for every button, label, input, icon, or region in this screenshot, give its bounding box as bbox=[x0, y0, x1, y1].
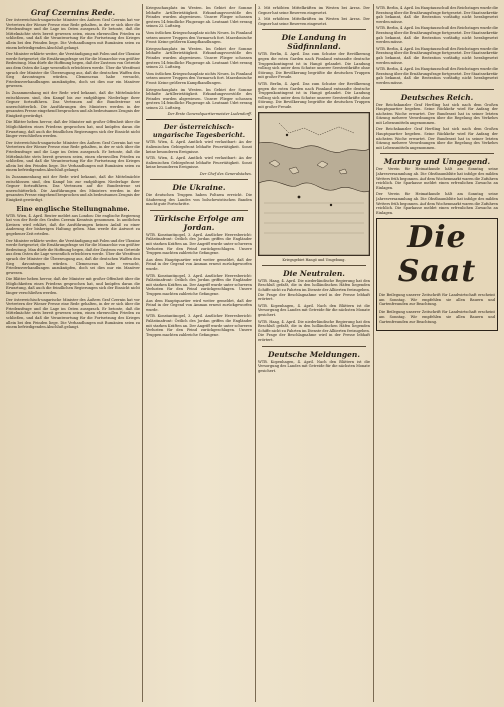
divider bbox=[150, 179, 248, 180]
article-paragraph: Die deutschen Truppen haben Poltawa erreicht. Die Säuberung des Landes von bolschewistischen Banden macht gute Fortschritte. bbox=[146, 193, 252, 207]
article-paragraph: Kriegsschauplatz im Westen. Im Gebiet der Somme lebhafte Artillerietätigkeit. Erkundungsvorstöße des Feindes wurden abgewiesen. Unsere Flieger schossen gestern 14 feindliche Flugzeuge ab. Leutnant Udet errang seinen 22. Luftsieg. bbox=[146, 6, 252, 29]
article-paragraph: Der Verein für Heimatkunde hält am Sonntag seine Jahresversammlung ab. Die Obstbaumblüte hat infolge des milden Wetters früh begonnen. Auf dem Wochenmarkt waren die Zufuhren reichlich. Die Sparkasse meldet einen erfreulichen Zuwachs an Einlagen. bbox=[376, 192, 498, 215]
article-headline: Eine englische Stellungnahme. bbox=[16, 204, 130, 213]
article-headline: Graf Czernins Rede. bbox=[30, 8, 116, 17]
article-paragraph: 3. Mit erhöhten Mittelkräften im Westen bei Arras. Der Gegner hat seine Reserven eingesetzt. bbox=[258, 6, 370, 15]
article-paragraph: 3. Mit erhöhten Mittelkräften im Westen bei Arras. Der Gegner hat seine Reserven eingesetzt. bbox=[258, 17, 370, 26]
column-rule bbox=[373, 4, 374, 702]
article-paragraph: WTB. Berlin, 4. April. Das zum Schutze der Bevölkerung gegen die roten Garden nach Finnland entsandte deutsche Truppenkontingent ist in Hangö gelandet. Die Landung vollzog sich unter dem Schutze unserer Seestreitkräfte ohne Störung. Die Bevölkerung begrüßte die deutschen Truppen mit großer Freude. bbox=[258, 81, 370, 109]
column-1 bbox=[6, 6, 140, 698]
article-paragraph: Der Reichskanzler Graf Hertling hat sich nach dem Großen Hauptquartier begeben. Seine Rückkehr wird für Anfang der nächsten Woche erwartet. Der Bundesrat hat in seiner letzten Sitzung mehrere Verordnungen über die Regelung des Verkehrs mit Lebensmitteln angenommen. bbox=[376, 102, 498, 125]
map-illustration bbox=[258, 112, 370, 256]
article-paragraph: Kriegsschauplatz im Westen. Im Gebiet der Somme lebhafte Artillerietätigkeit. Erkundungsvorstöße des Feindes wurden abgewiesen. Unsere Flieger schossen gestern 14 feindliche Flugzeuge ab. Leutnant Udet errang seinen 22. Luftsieg. bbox=[146, 46, 252, 70]
article-paragraph: In Zusammenhang mit der Rede wird bekannt, daß die Mittelmächte entschlossen sind, den Kampf bis zur endgültigen Niederlage ihrer Gegner fortzuführen. Das Vertrauen auf die Bundestreue sei unerschütterlich. Die Ausführungen des Ministers werden in der gesamten Presse eingehend besprochen und als bedeutsames Zeugnis der Einigkeit gewürdigt. bbox=[6, 175, 140, 202]
article-paragraph: WTB. Berlin, 4. April. Im Hauptausschuß des Reichstages wurde die Beratung über die Ernährungsfrage fortgesetzt. Der Staatssekretär gab bekannt, daß die Brotration vorläufig nicht herabgesetzt werden müsse. bbox=[376, 67, 498, 85]
divider bbox=[262, 29, 366, 30]
column-rule bbox=[142, 4, 143, 702]
advertisement-box bbox=[376, 218, 498, 330]
article-paragraph: Vom östlichen Kriegsschauplatz nichts Neues. In Finnland setzen unsere Truppen den Vormarsch fort. Mazedonische Front: Keine größeren Kampfhandlungen. bbox=[146, 30, 252, 45]
ad-text: Die Beilegung unserer Zeitschrift für Landwirtschaft erscheint am Sonntag. Wir empfehlen sie allen Bauern und Gartenfreunden zur Beachtung. bbox=[379, 310, 495, 324]
divider bbox=[262, 346, 366, 347]
article-paragraph: WTB. Kopenhagen, 4. April. Nach den Blättern ist die Versorgung des Landes mit Getreide für die nächsten Monate gesichert. bbox=[258, 359, 370, 373]
column-3 bbox=[258, 6, 370, 698]
article-headline: Marburg und Umgegend. bbox=[383, 157, 491, 167]
article-headline: Türkische Erfolge am Jordan. bbox=[153, 213, 245, 232]
article-headline: Der österreichisch-ungarische Tagesbericht. bbox=[152, 123, 246, 140]
column-rule bbox=[255, 4, 256, 702]
article-paragraph: WTB. Konstantinopel, 3. April. Amtlicher Heeresbericht: Palästinafront: Östlich des Jordan griffen die Engländer mit starken Kräften an. Der Angriff wurde unter schweren Verlusten für den Feind zurückgeschlagen. Unsere Truppen machten zahlreiche Gefangene. bbox=[146, 232, 252, 256]
article-paragraph: In Zusammenhang mit der Rede wird bekannt, daß die Mittelmächte entschlossen sind, den Kampf bis zur endgültigen Niederlage ihrer Gegner fortzuführen. Das Vertrauen auf die Bundestreue sei unerschütterlich. Die Ausführungen des Ministers werden in der gesamten Presse eingehend besprochen und als bedeutsames Zeugnis der Einigkeit gewürdigt. bbox=[6, 90, 140, 118]
divider bbox=[380, 89, 494, 90]
divider bbox=[380, 153, 494, 154]
article-paragraph: Der Minister erklärte weiter, die Verständigung mit Polen und der Ukraine werde fortgesetzt; die Ernährungsfrage sei für die Monarchie von größter Bedeutung. Man dürfe die Hoffnung hegen, daß der Zustrom von Getreide aus dem Osten die Lage wesentlich erleichtern werde. Über die Westfront sprach der Minister die Überzeugung aus, daß die deutschen Waffen den Sieg davontragen würden. Clemenceau habe versucht, Friedensverhandlungen anzuknüpfen, doch sei dies nur ein Manöver gewesen. bbox=[6, 52, 140, 89]
article-headline: Deutsches Reich. bbox=[400, 92, 474, 102]
column-2 bbox=[146, 6, 252, 698]
ad-title: Die Saat bbox=[397, 220, 477, 290]
map-graphic bbox=[259, 113, 369, 255]
map-caption: Kriegsgebiet Hangö und Umgebung. bbox=[282, 257, 346, 262]
divider bbox=[150, 210, 248, 211]
article-paragraph: Vom östlichen Kriegsschauplatz nichts Neues. In Finnland setzen unsere Truppen den Vormarsch fort. Mazedonische Front: Keine größeren Kampfhandlungen. bbox=[146, 71, 252, 85]
article-headline: Deutsche Meldungen. bbox=[268, 349, 360, 359]
ad-text: Die Beilegung unserer Zeitschrift für Landwirtschaft erscheint am Sonntag. Wir empfehlen sie allen Bauern und Gartenfreunden zur Beachtung. bbox=[379, 292, 495, 307]
article-paragraph: WTB. Wien, 4. April. Amtlich wird verlautbart: An der italienischen Gebirgsfront lebhafte Feuertätigkeit. Sonst keine besonderen Ereignisse. bbox=[146, 156, 252, 170]
article-paragraph: Der Minister erklärte weiter, die Verständigung mit Polen und der Ukraine werde fortgesetzt; die Ernährungsfrage sei für die Monarchie von größter Bedeutung. Man dürfe die Hoffnung hegen, daß der Zustrom von Getreide aus dem Osten die Lage wesentlich erleichtern werde. Über die Westfront sprach der Minister die Überzeugung aus, daß die deutschen Waffen den Sieg davontragen würden. Clemenceau habe versucht, Friedensverhandlungen anzuknüpfen, doch sei dies nur ein Manöver gewesen. bbox=[6, 238, 140, 275]
article-paragraph: Aus dem Hauptquartier wird weiter gemeldet, daß der Feind in der Gegend von Amman erneut zurückgeworfen wurde. bbox=[146, 257, 252, 271]
article-headline: Die Landung in Südfinnland. bbox=[281, 33, 347, 52]
divider bbox=[262, 265, 366, 266]
article-paragraph: WTB. Kopenhagen, 4. April. Nach den Blättern ist die Versorgung des Landes mit Getreide für die nächsten Monate gesichert. bbox=[258, 303, 370, 317]
article-paragraph: WTB. Haag, 4. April. Die niederländische Regierung hat den Beschluß gefaßt, die in den holländischen Häfen liegenden Schiffe nicht zu Fahrten im Dienste der Alliierten freizugeben. Die Frage der Beschlagnahme wird in der Presse lebhaft erörtert. bbox=[258, 278, 370, 302]
article-paragraph: Der österreichisch-ungarische Minister des Äußern Graf Czernin hat vor Vertretern der Wiener Presse eine Rede gehalten, in der er sich über die Friedensfrage und die Lage im Osten aussprach. Er betonte, daß die Mittelmächte stets bereit gewesen seien, einen ehrenvollen Frieden zu schließen, und daß die Verantwortung für die Fortsetzung des Krieges allein bei den Feinden liege. Die Verhandlungen mit Rumänien seien zu einem befriedigenden Abschluß gelangt. bbox=[6, 140, 140, 173]
article-paragraph: WTB. Berlin, 4. April. Im Hauptausschuß des Reichstages wurde die Beratung über die Ernährungsfrage fortgesetzt. Der Staatssekretär gab bekannt, daß die Brotration vorläufig nicht herabgesetzt werden müsse. bbox=[376, 46, 498, 65]
article-paragraph: WTB. Berlin, 4. April. Das zum Schutze der Bevölkerung gegen die roten Garden nach Finnland entsandte deutsche Truppenkontingent ist in Hangö gelandet. Die Landung vollzog sich unter dem Schutze unserer Seestreitkräfte ohne Störung. Die Bevölkerung begrüßte die deutschen Truppen mit großer Freude. bbox=[258, 52, 370, 80]
article-paragraph: WTB. Wien, 4. April. Reuter meldet aus London: Die englische Regierung hat von der Rede des Grafen Czernin Kenntnis genommen. In amtlichen Kreisen wird erklärt, daß die Ausführungen keinen Anlaß zu einer Änderung der bisherigen Haltung geben. Man werde die Antwort zu gegebener Zeit erteilen. bbox=[6, 213, 140, 236]
article-paragraph: Die Blätter heben hervor, daß der Minister mit großer Offenheit über die Möglichkeiten eines Friedens gesprochen hat, und knüpfen daran die Erwartung, daß auch die feindlichen Regierungen sich der Einsicht nicht länger verschließen werden. bbox=[6, 277, 140, 296]
article-paragraph: Der Verein für Heimatkunde hält am Sonntag seine Jahresversammlung ab. Die Obstbaumblüte hat infolge des milden Wetters früh begonnen. Auf dem Wochenmarkt waren die Zufuhren reichlich. Die Sparkasse meldet einen erfreulichen Zuwachs an Einlagen. bbox=[376, 167, 498, 190]
signature-line: Der Erste Generalquartiermeister Ludendorff. bbox=[167, 112, 252, 117]
article-paragraph: WTB. Haag, 4. April. Die niederländische Regierung hat den Beschluß gefaßt, die in den holländischen Häfen liegenden Schiffe nicht zu Fahrten im Dienste der Alliierten freizugeben. Die Frage der Beschlagnahme wird in der Presse lebhaft erörtert. bbox=[258, 319, 370, 342]
article-paragraph: WTB. Berlin, 4. April. Im Hauptausschuß des Reichstages wurde die Beratung über die Ernährungsfrage fortgesetzt. Der Staatssekretär gab bekannt, daß die Brotration vorläufig nicht herabgesetzt werden müsse. bbox=[376, 6, 498, 24]
article-paragraph: Kriegsschauplatz im Westen. Im Gebiet der Somme lebhafte Artillerietätigkeit. Erkundungsvorstöße des Feindes wurden abgewiesen. Unsere Flieger schossen gestern 14 feindliche Flugzeuge ab. Leutnant Udet errang seinen 22. Luftsieg. bbox=[146, 87, 252, 110]
article-paragraph: Aus dem Hauptquartier wird weiter gemeldet, daß der Feind in der Gegend von Amman erneut zurückgeworfen wurde. bbox=[146, 298, 252, 312]
article-paragraph: WTB. Berlin, 4. April. Im Hauptausschuß des Reichstages wurde die Beratung über die Ernährungsfrage fortgesetzt. Der Staatssekretär gab bekannt, daß die Brotration vorläufig nicht herabgesetzt werden müsse. bbox=[376, 26, 498, 45]
article-paragraph: WTB. Wien, 4. April. Amtlich wird verlautbart: An der italienischen Gebirgsfront lebhafte Feuertätigkeit. Sonst keine besonderen Ereignisse. bbox=[146, 140, 252, 154]
article-paragraph: Der Reichskanzler Graf Hertling hat sich nach dem Großen Hauptquartier begeben. Seine Rückkehr wird für Anfang der nächsten Woche erwartet. Der Bundesrat hat in seiner letzten Sitzung mehrere Verordnungen über die Regelung des Verkehrs mit Lebensmitteln angenommen. bbox=[376, 127, 498, 150]
article-headline: Die Ukraine. bbox=[172, 183, 226, 193]
article-paragraph: Der österreichisch-ungarische Minister des Äußern Graf Czernin hat vor Vertretern der Wiener Presse eine Rede gehalten, in der er sich über die Friedensfrage und die Lage im Osten aussprach. Er betonte, daß die Mittelmächte stets bereit gewesen seien, einen ehrenvollen Frieden zu schließen, und daß die Verantwortung für die Fortsetzung des Krieges allein bei den Feinden liege. Die Verhandlungen mit Rumänien seien zu einem befriedigenden Abschluß gelangt. bbox=[6, 297, 140, 330]
article-paragraph: Der österreichisch-ungarische Minister des Äußern Graf Czernin hat vor Vertretern der Wiener Presse eine Rede gehalten, in der er sich über die Friedensfrage und die Lage im Osten aussprach. Er betonte, daß die Mittelmächte stets bereit gewesen seien, einen ehrenvollen Frieden zu schließen, und daß die Verantwortung für die Fortsetzung des Krieges allein bei den Feinden liege. Die Verhandlungen mit Rumänien seien zu einem befriedigenden Abschluß gelangt. bbox=[6, 18, 140, 50]
divider bbox=[146, 119, 252, 120]
article-paragraph: WTB. Konstantinopel, 3. April. Amtlicher Heeresbericht: Palästinafront: Östlich des Jordan griffen die Engländer mit starken Kräften an. Der Angriff wurde unter schweren Verlusten für den Feind zurückgeschlagen. Unsere Truppen machten zahlreiche Gefangene. bbox=[146, 273, 252, 296]
article-headline: Die Neutralen. bbox=[283, 268, 345, 278]
signature-line: Der Chef des Generalstabes. bbox=[199, 172, 252, 177]
article-paragraph: WTB. Konstantinopel, 3. April. Amtlicher Heeresbericht: Palästinafront: Östlich des Jordan griffen die Engländer mit starken Kräften an. Der Angriff wurde unter schweren Verlusten für den Feind zurückgeschlagen. Unsere Truppen machten zahlreiche Gefangene. bbox=[146, 314, 252, 337]
column-4 bbox=[376, 6, 498, 698]
article-paragraph: Die Blätter heben hervor, daß der Minister mit großer Offenheit über die Möglichkeiten eines Friedens gesprochen hat, und knüpfen daran die Erwartung, daß auch die feindlichen Regierungen sich der Einsicht nicht länger verschließen werden. bbox=[6, 120, 140, 139]
